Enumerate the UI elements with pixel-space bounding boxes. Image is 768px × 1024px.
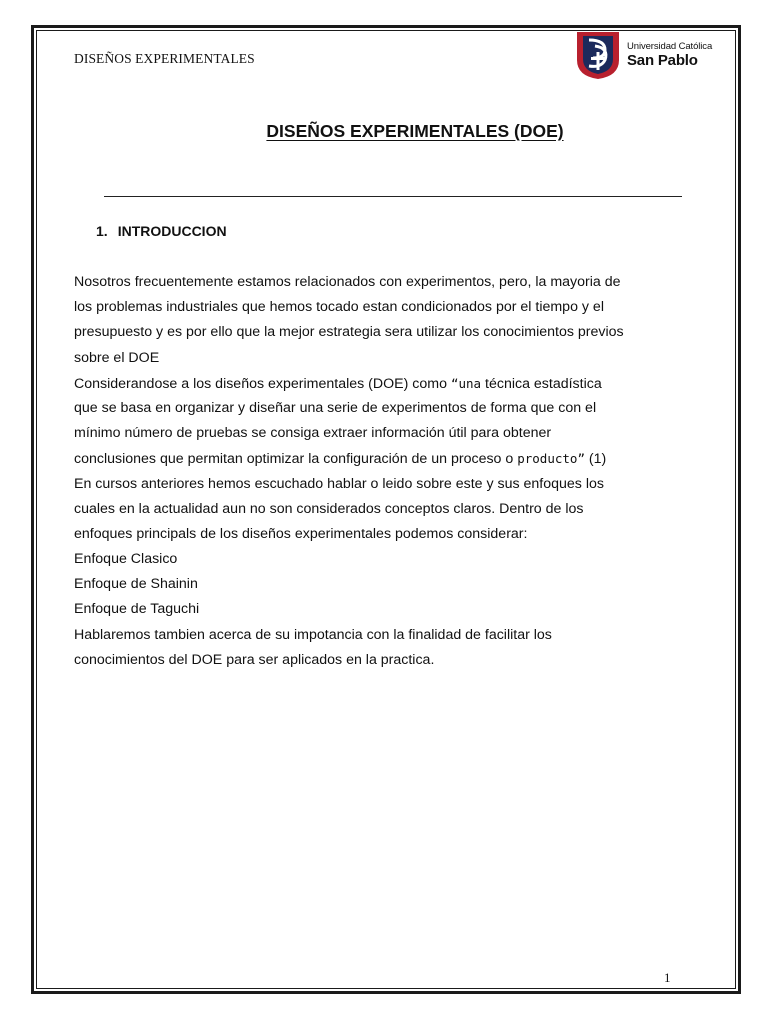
paragraph-line: Nosotros frecuentemente estamos relacionados con experimentos, pero, la mayoria de <box>74 274 621 290</box>
paragraph-text: técnica estadística <box>485 375 602 392</box>
body-text <box>74 270 694 673</box>
citation: (1) <box>588 451 607 468</box>
paragraph-line: enfoques principals de los diseños experimentales podemos considerar: <box>74 525 528 542</box>
paragraph-line: cuales en la actualidad aun no son considerados conceptos claros. Dentro de los <box>74 500 584 517</box>
paragraph-text: conclusiones que permitan optimizar la configuración de un proceso o <box>74 451 514 468</box>
list-item: Enfoque Clasico <box>74 551 178 568</box>
crest-icon <box>575 30 621 80</box>
paragraph-text: Considerandose a los diseños experimentales (DOE) como <box>74 375 447 392</box>
paragraph-line: conocimientos del DOE para ser aplicados en la practica. <box>74 651 435 668</box>
paragraph-line: los problemas industriales que hemos tocado estan condicionados por el tiempo y el <box>74 299 604 316</box>
paragraph-line: Hablaremos tambien acerca de su impotancia con la finalidad de facilitar los <box>74 626 552 643</box>
paragraph-line: En cursos anteriores hemos escuchado hablar o leido sobre este y sus enfoques los <box>74 475 604 492</box>
logo-name: San Pablo <box>627 52 698 70</box>
university-logo <box>575 30 720 80</box>
paragraph-line <box>74 446 694 471</box>
quote-open: “una <box>450 375 482 391</box>
logo-university-label: Universidad Católica <box>627 40 713 52</box>
section-number: 1. <box>96 223 108 239</box>
list-item: Enfoque de Taguchi <box>74 601 200 618</box>
running-header: DISEÑOS EXPERIMENTALES <box>74 51 255 66</box>
divider <box>104 196 682 197</box>
paragraph-line <box>74 371 694 396</box>
paragraph-line: mínimo número de pruebas se consiga extraer información útil para obtener <box>74 425 552 442</box>
list-item: Enfoque de Shainin <box>74 576 198 593</box>
paragraph-line: sobre el DOE <box>74 349 160 366</box>
page-title: DISEÑOS EXPERIMENTALES (DOE) <box>266 121 564 141</box>
section-heading <box>96 223 227 239</box>
paragraph-line: presupuesto y es por ello que la mejor estrategia sera utilizar los conocimientos previos <box>74 324 624 341</box>
paragraph-line: que se basa en organizar y diseñar una serie de experimentos de forma que con el <box>74 399 597 416</box>
quote-close: producto” <box>517 451 585 467</box>
page-number: 1 <box>664 970 671 985</box>
section-title: INTRODUCCION <box>117 223 227 239</box>
